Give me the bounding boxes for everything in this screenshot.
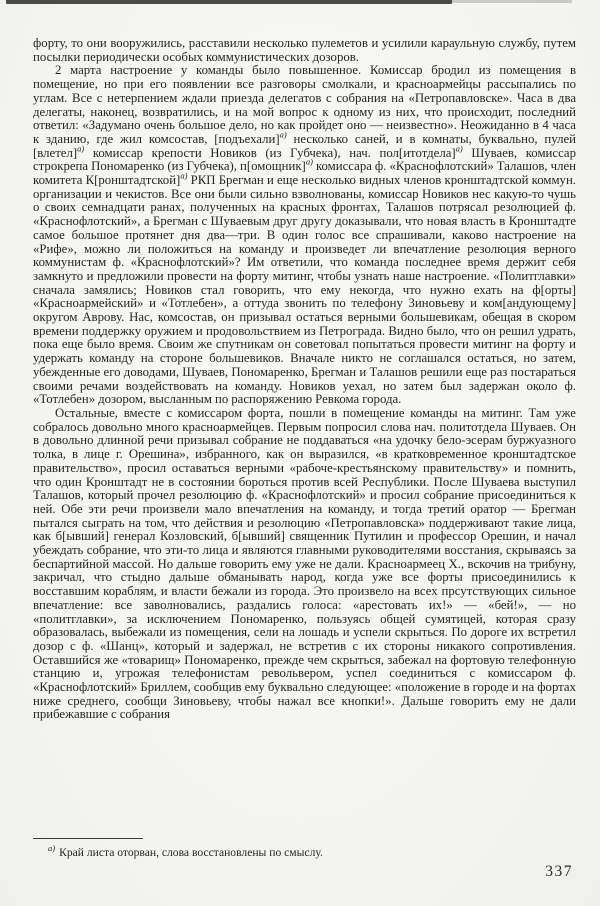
footnote-ref: а) xyxy=(455,143,463,154)
footnote-ref: а) xyxy=(305,157,313,168)
footnote-marker: а) xyxy=(48,843,56,854)
footnote-ref: а) xyxy=(180,170,188,181)
footnote xyxy=(33,843,576,860)
scan-edge-artifact-light xyxy=(452,0,572,3)
footnote-ref: а) xyxy=(279,129,287,140)
paragraph: форту, то они вооружились, расставили несколько пулеметов и усилили караульную службу, путем посылки периодически особых коммунистических дозоров. xyxy=(33,36,576,64)
footnote-ref: а) xyxy=(77,143,85,154)
page-number: 337 xyxy=(545,863,573,880)
footnote-divider xyxy=(33,838,143,839)
paragraph: Остальные, вместе с комиссаром форта, пошли в помещение команды на митинг. Там уже собралось довольно много красноармейцев. Первым попросил слова нач. политотдела Шуваев. Он в довольно длинной речи призывал собрание не поддаваться «на удочку бело-эсерам буржуазного толка, в лице г. Орешина», избранного, как он выразился, «в кратковременное кронштадтское правительство», просил оставаться верными «рабоче-крестьянскому правительству» и помнить, что один Кронштадт не в состоянии бороться против всей Республики. После Шуваева выступил Талашов, который прочел резолюцию ф. «Краснофлотский» и просил собрание присоединиться к ней. Обе эти речи произвели мало впечатления на команду, и тогда третий оратор — Брегман пытался сыграть на том, что действия и резолюцию «Петропавловска» поддерживают такие лица, как б[ывший] генерал Козловский, б[ывший] священник Путилин и профессор Орешин, и начал убеждать собрание, что эти-то лица и являются главными руководителями восстания, скрываясь за беспартийной массой. Но дальше говорить ему уже не дали. Красноармеец Х., вскочив на трибуну, закричал, что стыдно дальше обманывать народ, когда уже все форты присоединились к восставшим кораблям, и власти бежали из города. Это произвело на всех прсутствующих сильное впечатление: все заволновались, раздались голоса: «арестовать их!» — «бей!», — но «политглавки», за исключением Пономаренко, пользуясь общей сумятицей, которая сразу образовалась, выбежали из помещения, сели на лошадь и успели скрыться. По дороге их встретил дозор с ф. «Шанц», который и задержал, не встретив с их стороны никакого сопротивления. Оставшийся же «товарищ» Пономаренко, прежде чем скрыться, забежал на фортовую телефонную станцию и, угрожая телефонистам револьвером, успел соединиться с комиссаром ф. «Краснофлотский» Бриллем, сообщив ему буквально следующее: «положение в городе и на фортах ниже среднего, сообщи Зиновьеву, чтобы нажал все кнопки!». Дальше говорить ему не дали прибежавшие с собрания xyxy=(33,405,576,722)
footnote-text: Край листа оторван, слова восстановлены по смыслу. xyxy=(59,846,323,859)
body-text xyxy=(33,37,576,722)
paragraph: 2 марта настроение у команды было повышенное. Комиссар бродил из помещения в помещение, но при его появлении все разговоры смолкали, и красноармейцы рассыпались по углам. Все с нетерпением ждали приезда делегатов с собрания на «Петропавловске». Часа в два делегаты, наконец, возвратились, и на мой вопрос к одному из них, что происходит, последний ответил: «Задумано очень большое дело, но как пройдет оно — неизвестно». Неожиданно в 4 часа к зданию, где жил комсостав, [подъехали]$^{а)}$ несколько саней, и в комнаты, буквально, пулей [влетел]$^{а)}$ комиссар крепости Новиков (из Губчека), нач. пол[итотдела]$^{а)}$ Шуваев, комиссар строкрепа Пономаренко (из Губчека), п[омощник]$^{а)}$ комиссара ф. «Краснофлотский» Талашов, член комитета К[ронштадтской]$^{а)}$ РКП Брегман и еще несколько видных членов кронштадтской коммун. организации и чекистов. Все они были сильно взволнованы, комиссар Новиков нес какую-то чушь о своих семнадцати ранах, полученных на красных фронтах, Талашов потрясал резолюцией ф. «Краснофлотский», а Брегман с Шуваевым друг другу доказывали, что новая власть в Кронштадте самое большое протянет дня два—три. В один голос все спрашивали, каково настроение на «Рифе», можно ли положиться на команду и произведет ли впечатление резолюция верного коммунистам ф. «Краснофлотский»? Им ответили, что команда последнее время держит себя замкнуто и предложили провести на форту митинг, чтобы узнать наше настроение. «Политглавки» сначала замялись; Новиков стал говорить, что ему некогда, что нужно ехать на ф[орты] «Красноармейский» и «Тотлебен», а оттуда звонить по телефону Зиновьеву и ком[андующему] округом Аврову. Нас, комсостав, он призывал остаться верными большевикам, обещая в скором времени поддержку оружием и продовольствием из Петрограда. Видно было, что он решил удрать, пока еще было время. Своим же спутникам он советовал попытаться провести митинг на форту и удержать команду на стороне большевиков. Вначале никто не соглашался остаться, но затем, убежденные его доводами, Шуваев, Пономаренко, Брегман и Талашов решили еще раз постараться своими речами воздействовать на команду. Новиков уехал, но затем был задержан около ф. «Тотлебен» дозором, высланным по распоряжению Ревкома города. xyxy=(33,63,577,407)
scan-edge-artifact xyxy=(6,0,452,4)
